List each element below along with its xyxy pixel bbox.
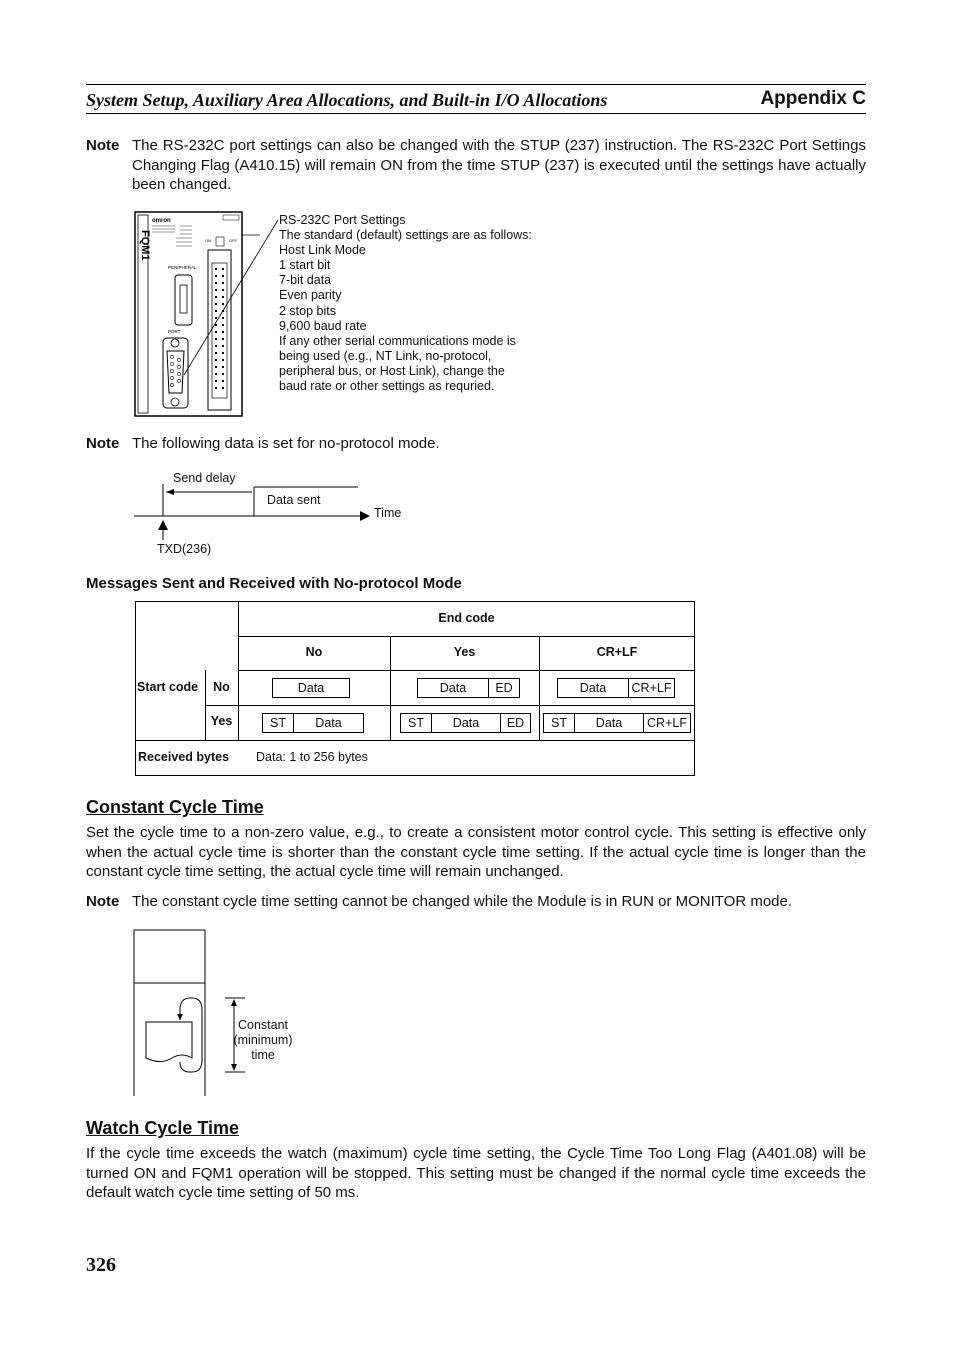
frame-st-data-ed xyxy=(400,713,531,733)
frame-segment-st: ST xyxy=(551,716,567,730)
frame-segment-data: Data xyxy=(315,716,342,730)
page-header-appendix: Appendix C xyxy=(760,88,866,109)
timing-diagram xyxy=(130,478,390,543)
frame-segment-data: Data xyxy=(579,681,607,695)
col-header-yes: Yes xyxy=(453,645,476,659)
watch-cycle-title: Watch Cycle Time xyxy=(86,1118,240,1138)
start-code-label: Start code xyxy=(137,680,199,694)
frame-segment-data: Data xyxy=(595,716,623,730)
constant-time-label-line: time xyxy=(251,1048,275,1062)
brand-logo: omron xyxy=(152,218,171,224)
cycle-time-figure xyxy=(130,928,260,1100)
received-bytes-value: Data: 1 to 256 bytes xyxy=(256,750,368,764)
frame-segment-crlf: CR+LF xyxy=(631,681,672,695)
fqm1-module-figure xyxy=(130,205,280,425)
row-header-no: No xyxy=(213,680,230,694)
switch-off-label: OFF xyxy=(229,238,237,243)
port-settings-line: 7-bit data xyxy=(279,273,332,288)
port-settings-line: 2 stop bits xyxy=(279,303,336,318)
data-sent-label: Data sent xyxy=(267,493,321,507)
port-settings-text xyxy=(279,213,579,394)
end-code-header: End code xyxy=(438,611,495,625)
watch-cycle-body: If the cycle time exceeds the watch (maximum) cycle time setting, the Cycle Time Too Long Flag (A401.08) will be turned ON and FQM1 operation will be stopped. This setting must be changed if the normal cycle time exceeds the default watch cycle time setting of 50 ms. xyxy=(86,1145,866,1201)
port-settings-line: The standard (default) settings are as follows: xyxy=(279,228,532,243)
header-rule-bottom xyxy=(86,113,866,114)
note-text: The following data is set for no-protocol mode. xyxy=(132,435,440,452)
port-settings-line: 1 start bit xyxy=(279,258,331,273)
constant-time-label-line: (minimum) xyxy=(233,1033,293,1047)
time-label: Time xyxy=(374,506,402,520)
port-settings-line: RS-232C Port Settings xyxy=(279,213,406,227)
constant-cycle-body: Set the cycle time to a non-zero value, e.g., to create a consistent motor control cycle. This setting is effective only when the actual cycle time is shorter than the constant cycle time setting. If the actual cycle time is longer than the constant cycle time setting, the actual cycle time will remain unchanged. xyxy=(86,824,866,880)
port-settings-line: baud rate or other settings as requried. xyxy=(279,379,495,394)
frame-segment-crlf: CR+LF xyxy=(647,716,687,730)
header-rule-top xyxy=(86,84,866,85)
received-bytes-label: Received bytes xyxy=(138,750,230,764)
col-header-no: No xyxy=(305,645,323,659)
frame-data-crlf xyxy=(557,678,675,698)
port-settings-line: Even parity xyxy=(279,288,342,303)
frame-data-ed xyxy=(417,678,520,698)
frame-segment-st: ST xyxy=(270,716,286,730)
frame-segment-st: ST xyxy=(408,716,424,730)
module-model-label: FQM1 xyxy=(139,230,151,261)
port-settings-line: Host Link Mode xyxy=(279,243,366,258)
send-delay-label: Send delay xyxy=(173,471,236,485)
frame-segment-ed: ED xyxy=(506,716,525,730)
frame-segment-data: Data xyxy=(439,681,467,695)
note-text: The constant cycle time setting cannot be changed while the Module is in RUN or MONITOR mode. xyxy=(132,893,793,910)
frame-st-data xyxy=(262,713,364,733)
row-header-yes: Yes xyxy=(210,714,233,728)
txd-label: TXD(236) xyxy=(157,542,212,556)
constant-time-label-line: Constant xyxy=(237,1018,289,1032)
port-settings-line: peripheral bus, or Host Link), change the xyxy=(279,363,505,378)
page-number: 326 xyxy=(86,1254,116,1276)
port-settings-line: If any other serial communications mode is xyxy=(279,333,516,348)
port-settings-line: being used (e.g., NT Link, no-protocol, xyxy=(279,348,492,363)
frame-segment-data: Data xyxy=(297,681,325,695)
constant-cycle-title: Constant Cycle Time xyxy=(86,797,264,817)
rs232c-port-label: PORT xyxy=(168,329,181,334)
frame-st-data-crlf xyxy=(543,713,691,733)
frame-data xyxy=(272,678,350,698)
constant-time-label xyxy=(228,1018,298,1063)
peripheral-port-label: PERIPHERAL xyxy=(168,265,197,270)
frame-segment-ed: ED xyxy=(495,681,513,695)
note-label: Note xyxy=(86,893,120,910)
note-label: Note xyxy=(86,137,120,154)
page-header-title: System Setup, Auxiliary Area Allocations, and Built-in I/O Allocations xyxy=(86,90,608,110)
port-settings-line: 9,600 baud rate xyxy=(279,318,367,333)
switch-on-label: ON xyxy=(205,238,211,243)
note-text: The RS-232C port settings can also be changed with the STUP (237) instruction. The RS-232C Port Settings Changing Flag (A410.15) will remain ON from the time STUP (237) is executed until the settings have actually been changed. xyxy=(132,137,866,193)
messages-heading: Messages Sent and Received with No-protocol Mode xyxy=(86,575,462,592)
frame-segment-data: Data xyxy=(452,716,480,730)
col-header-crlf: CR+LF xyxy=(596,645,638,659)
note-label: Note xyxy=(86,435,120,452)
